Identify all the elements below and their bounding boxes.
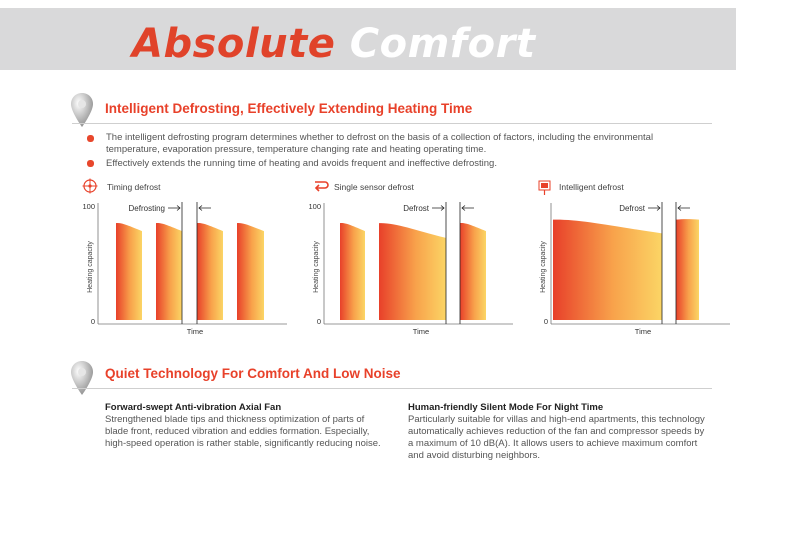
bar [460,223,486,320]
x-axis-label: Time [412,327,430,336]
clock-icon [82,178,98,194]
title-part-comfort: Comfort [349,21,536,67]
y-tick-bottom: 0 [90,317,95,326]
chart-svg [82,198,292,338]
x-axis-label: Time [634,327,652,336]
chart-timing-defrost [82,198,292,338]
x-axis-label: Time [186,327,204,336]
title-part-absolute: Absolute [132,21,336,67]
chart-svg [535,198,735,338]
feature-text-silent-mode: Particularly suitable for villas and high-end apartments, this technology automatically achieves reduction of the fan and compressor speeds by a maximum of 10 dB(A). It allows users to achieve maximum comfort and avoid disturbing neighbors. [408,414,705,461]
legend-timing-defrost: Timing defrost [107,182,161,192]
defrost-annotation: Defrost [403,204,429,213]
arrow-right-icon [432,206,444,211]
defrost-annotation: Defrost [619,204,645,213]
sensor-icon [538,180,552,196]
bar [379,223,446,320]
chart-svg [308,198,518,338]
bullet-text-2: Effectively extends the running time of heating and avoids frequent and ineffective defrosting. [106,158,497,169]
section-title-quiet: Quiet Technology For Comfort And Low Noise [105,366,401,381]
feature-heading-fan: Forward-swept Anti-vibration Axial Fan [105,402,282,413]
bar [676,219,699,320]
section-divider [72,123,712,124]
bar [553,220,662,320]
bullet-text-1: The intelligent defrosting program determines whether to defrost on the basis of a collection of factors, including the environmental temperature, evaporation pressure, temperature changing rate and heating operating time. [106,132,654,155]
y-axis-label: Heating capacity [540,241,547,293]
section-divider [72,388,712,389]
y-tick-bottom: 0 [543,317,548,326]
arrow-left-icon [678,206,690,211]
legend-intelligent-defrost: Intelligent defrost [559,182,624,192]
bar [116,223,142,320]
feature-text-fan: Strengthened blade tips and thickness optimization of parts of blade front, reduced vibration and eddies formation. Especially, high-speed operation is rather stable, significantly reducing noise. [105,414,381,449]
y-tick-top: 100 [82,202,95,211]
chart-intelligent-defrost [535,198,735,338]
bar [340,223,365,320]
y-tick-bottom: 0 [316,317,321,326]
chart-single-sensor-defrost [308,198,518,338]
y-tick-top: 100 [308,202,321,211]
bullet-icon [87,160,94,167]
bar [156,223,182,320]
feature-heading-silent-mode: Human-friendly Silent Mode For Night Time [408,402,604,413]
page-title [132,21,536,67]
bar [197,223,223,320]
defrost-annotation: Defrosting [128,204,165,213]
return-arrow-icon [313,179,329,193]
legend-single-sensor-defrost: Single sensor defrost [334,182,414,192]
location-pin-icon [70,360,94,396]
bar [237,223,264,320]
bullet-icon [87,135,94,142]
y-axis-label: Heating capacity [87,241,94,293]
arrow-left-icon [199,206,211,211]
y-axis-label: Heating capacity [313,241,320,293]
arrow-right-icon [168,206,180,211]
arrow-left-icon [462,206,474,211]
arrow-right-icon [648,206,660,211]
section-title-defrosting: Intelligent Defrosting, Effectively Extending Heating Time [105,101,473,116]
title-banner [0,8,736,70]
